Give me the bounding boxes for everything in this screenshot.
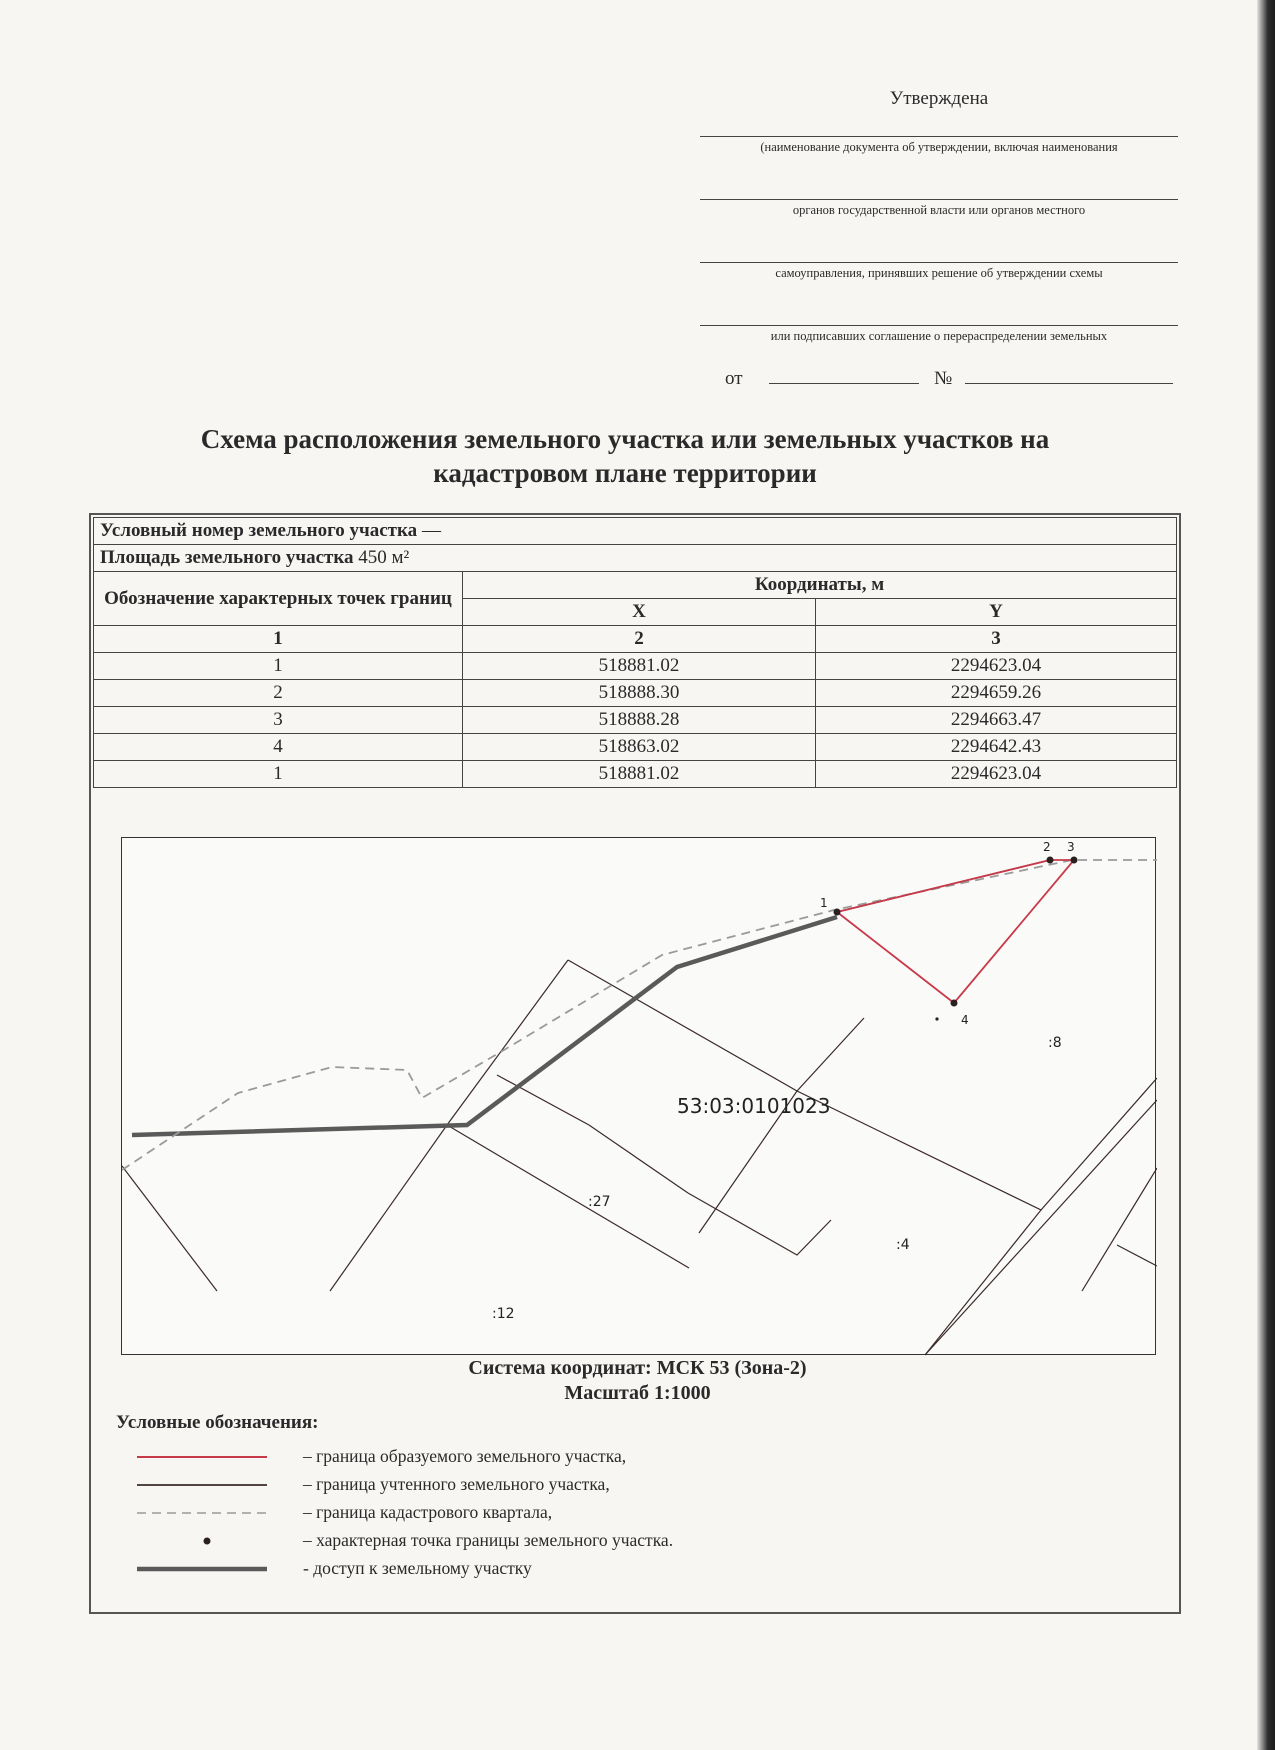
table-row [94, 761, 1177, 788]
x-cell: 518881.02 [463, 761, 816, 788]
x-header: X [463, 599, 816, 626]
x-cell: 518863.02 [463, 734, 816, 761]
legend-item [137, 1472, 837, 1498]
y-cell: 2294623.04 [816, 761, 1177, 788]
area-label: Площадь земельного участка [100, 547, 354, 568]
parcel-boundary [1041, 1078, 1157, 1210]
point-cell: 1 [94, 761, 463, 788]
approval-line-3: самоуправления, принявших решение об утверждении схемы [700, 262, 1178, 281]
legend-item [137, 1500, 837, 1526]
legend-text: - доступ к земельному участку [303, 1558, 532, 1578]
date-blank [769, 365, 919, 384]
points-header: Обозначение характерных точек границ [94, 572, 463, 626]
parcel-boundary [330, 1125, 447, 1291]
x-cell: 518888.28 [463, 707, 816, 734]
boundary-point [1047, 857, 1054, 864]
col-num-3: 3 [816, 626, 1177, 653]
title-line-2: кадастровом плане территории [433, 458, 817, 488]
red-line-symbol [137, 1444, 267, 1470]
legend-title: Условные обозначения: [116, 1412, 319, 1433]
coordinate-system: Система координат: МСК 53 (Зона-2) [468, 1357, 807, 1379]
legend-item [137, 1556, 837, 1582]
approval-line-4: или подписавших соглашение о перераспределении земельных [700, 325, 1178, 344]
table-row [94, 572, 1177, 599]
legend-text: – характерная точка границы земельного участка. [303, 1530, 674, 1550]
parcel-boundary [122, 1166, 217, 1291]
point-label: 3 [1067, 840, 1075, 854]
y-cell: 2294663.47 [816, 707, 1177, 734]
stray-mark [935, 1017, 938, 1020]
y-cell: 2294659.26 [816, 680, 1177, 707]
approval-block [700, 88, 1178, 344]
table-row [94, 680, 1177, 707]
approval-date-number [725, 365, 1173, 390]
table-row [94, 653, 1177, 680]
scan-edge [1257, 0, 1275, 1750]
y-cell: 2294623.04 [816, 653, 1177, 680]
point-label: 2 [1043, 840, 1051, 854]
title-line-1: Схема расположения земельного участка или земельных участков на [200, 424, 1050, 454]
parcel-boundary [925, 1100, 1157, 1355]
document-title [100, 422, 1150, 490]
col-num-2: 2 [463, 626, 816, 653]
y-header: Y [816, 599, 1177, 626]
quarter-boundary [122, 860, 1157, 1170]
new-parcel-boundary [837, 860, 1074, 1003]
dashed-line-symbol [137, 1500, 267, 1526]
legend-text: – граница образуемого земельного участка, [303, 1446, 627, 1466]
parcel-boundary [497, 1075, 688, 1193]
dark-line-symbol [137, 1472, 267, 1498]
number-blank [965, 365, 1173, 384]
number-label: № [934, 368, 953, 389]
point-cell: 2 [94, 680, 463, 707]
approval-line-1: (наименование документа об утверждении, включая наименования [700, 136, 1178, 155]
col-num-1: 1 [94, 626, 463, 653]
table-row [94, 707, 1177, 734]
legend-text: – граница кадастрового квартала, [303, 1502, 553, 1522]
conditional-number-cell [94, 518, 1177, 545]
table-row [94, 545, 1177, 572]
x-cell: 518888.30 [463, 680, 816, 707]
point-symbol [137, 1528, 267, 1554]
legend-item [137, 1444, 837, 1470]
point-cell: 3 [94, 707, 463, 734]
parcel-label: :12 [492, 1306, 515, 1322]
parcel-boundary [699, 1091, 1041, 1355]
parcel-boundary [568, 960, 864, 1091]
cadastral-map [121, 837, 1156, 1355]
coords-header: Координаты, м [463, 572, 1177, 599]
point-cell: 1 [94, 653, 463, 680]
coordinates-table [93, 517, 1177, 788]
boundary-point [1071, 857, 1078, 864]
area-value: 450 м² [358, 547, 410, 568]
conditional-number-value: — [421, 520, 441, 541]
table-row [94, 626, 1177, 653]
point-label: 4 [961, 1013, 969, 1027]
point-cell: 4 [94, 734, 463, 761]
from-label: от [725, 368, 743, 389]
parcel-label: :8 [1048, 1035, 1062, 1051]
approval-title: Утверждена [889, 88, 989, 109]
legend-text: – граница учтенного земельного участка, [303, 1474, 610, 1494]
parcel-boundary [1117, 1245, 1157, 1266]
legend-item [137, 1528, 837, 1554]
parcel-boundary [1082, 1168, 1157, 1291]
map-canvas [122, 838, 1157, 1356]
thick-line-symbol [137, 1556, 267, 1582]
parcel-boundary [688, 1193, 831, 1255]
boundary-point [951, 1000, 958, 1007]
parcel-label: :27 [588, 1194, 611, 1210]
registered-parcels [122, 960, 1157, 1355]
table-row [94, 518, 1177, 545]
parcel-label: :4 [896, 1237, 910, 1253]
conditional-number-label: Условный номер земельного участка [100, 520, 418, 541]
approval-line-2: органов государственной власти или органов местного [700, 199, 1178, 218]
point-label: 1 [820, 896, 828, 910]
y-cell: 2294642.43 [816, 734, 1177, 761]
quarter-label: 53:03:0101023 [677, 1094, 831, 1118]
area-cell [94, 545, 1177, 572]
boundary-point [834, 909, 841, 916]
x-cell: 518881.02 [463, 653, 816, 680]
map-scale: Масштаб 1:1000 [564, 1382, 711, 1404]
table-row [94, 734, 1177, 761]
